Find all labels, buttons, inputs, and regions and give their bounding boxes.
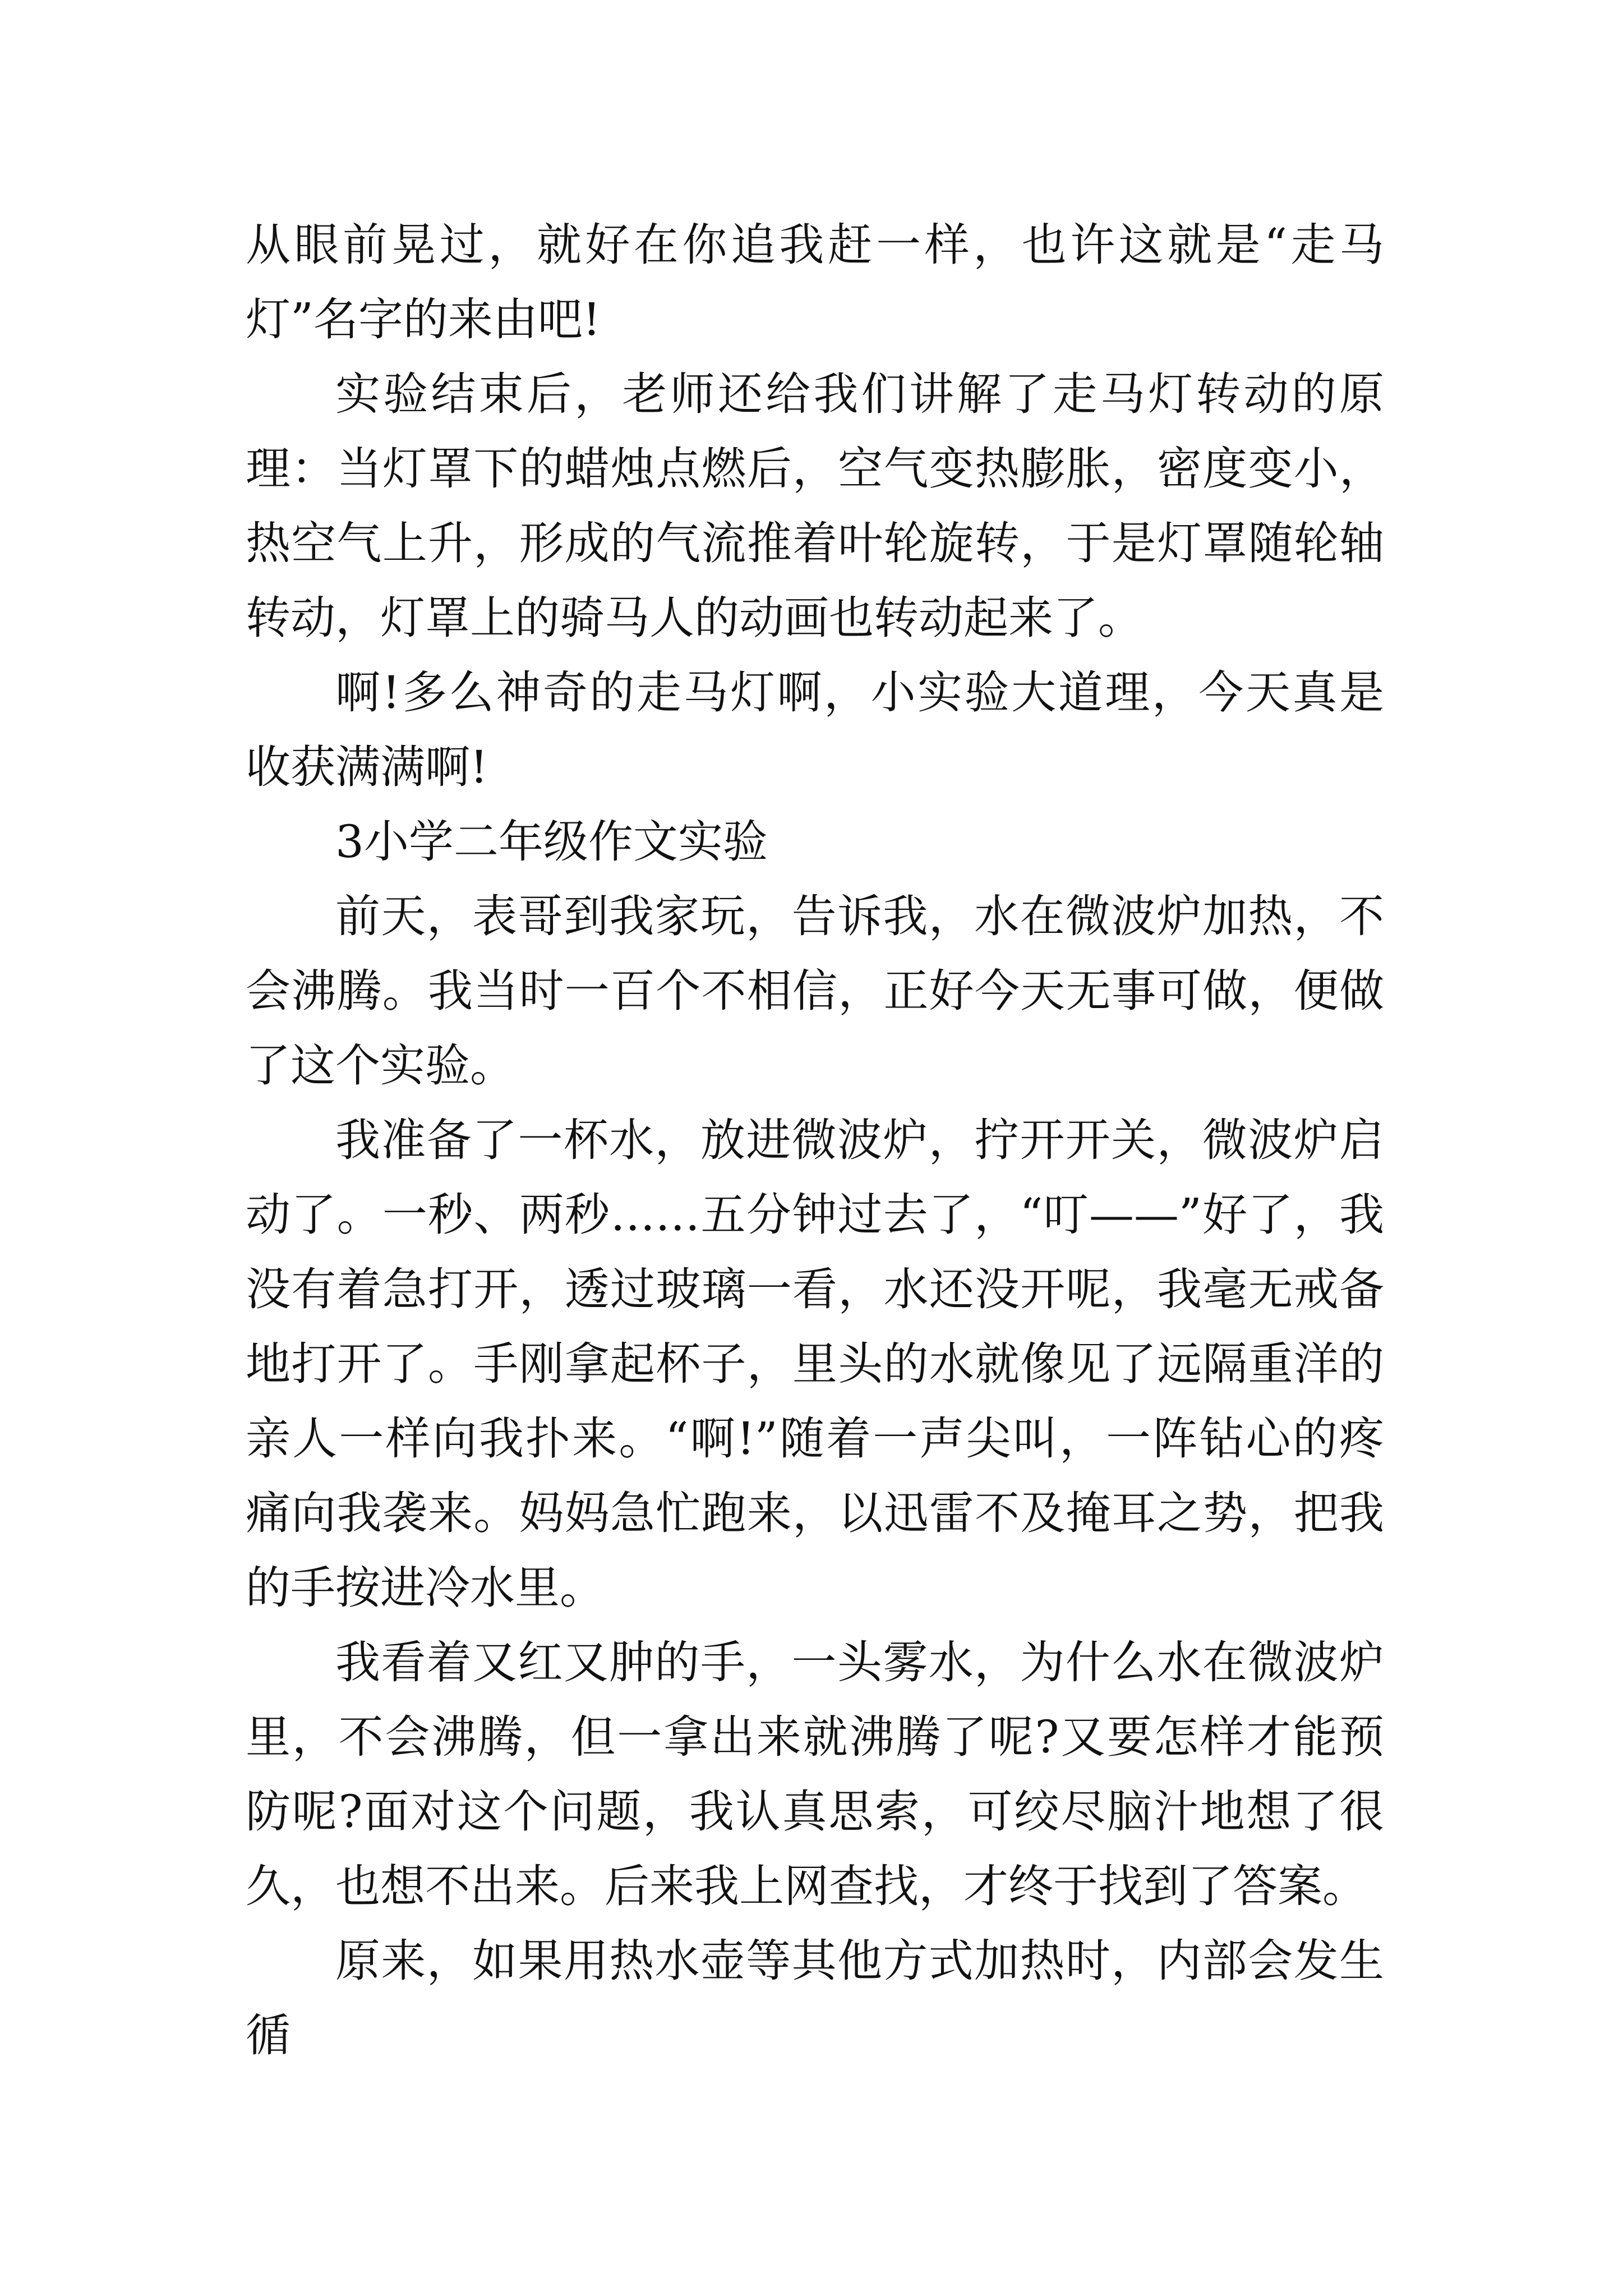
paragraph-continued: 从眼前晃过，就好在你追我赶一样，也许这就是“走马灯”名字的来由吧! [246, 219, 1384, 346]
paragraph-answer: 原来，如果用热水壶等其他方式加热时，内部会发生循 [246, 1935, 1384, 2062]
paragraph-lantern-conclusion: 啊!多么神奇的走马灯啊，小实验大道理，今天真是收获满满啊! [246, 666, 1384, 793]
paragraph-question: 我看着又红又肿的手，一头雾水，为什么水在微波炉里，不会沸腾，但一拿出来就沸腾了呢?又要怎样才能预防呢?面对这个问题，我认真思索，可绞尽脑汁地想了很久，也想不出来。后来我上网查找，才终于找到了答案。 [246, 1636, 1384, 1912]
document-body [246, 208, 1384, 2073]
paragraph-intro: 前天，表哥到我家玩，告诉我，水在微波炉加热，不会沸腾。我当时一百个不相信，正好今天无事可做，便做了这个实验。 [246, 890, 1384, 1092]
paragraph-experiment: 我准备了一杯水，放进微波炉，拧开开关，微波炉启动了。一秒、两秒……五分钟过去了，“叮——”好了，我没有着急打开，透过玻璃一看，水还没开呢，我毫无戒备地打开了。手刚拿起杯子，里头的水就像见了远隔重洋的亲人一样向我扑来。“啊!”随着一声尖叫，一阵钻心的疼痛向我袭来。妈妈急忙跑来，以迅雷不及掩耳之势，把我的手按进冷水里。 [246, 1114, 1384, 1614]
essay-heading: 3小学二年级作文实验 [335, 816, 768, 868]
paragraph-lantern-principle: 实验结束后，老师还给我们讲解了走马灯转动的原理：当灯罩下的蜡烛点燃后，空气变热膨胀，密度变小，热空气上升，形成的气流推着叶轮旋转，于是灯罩随轮轴转动，灯罩上的骑马人的动画也转动起来了。 [246, 368, 1384, 644]
